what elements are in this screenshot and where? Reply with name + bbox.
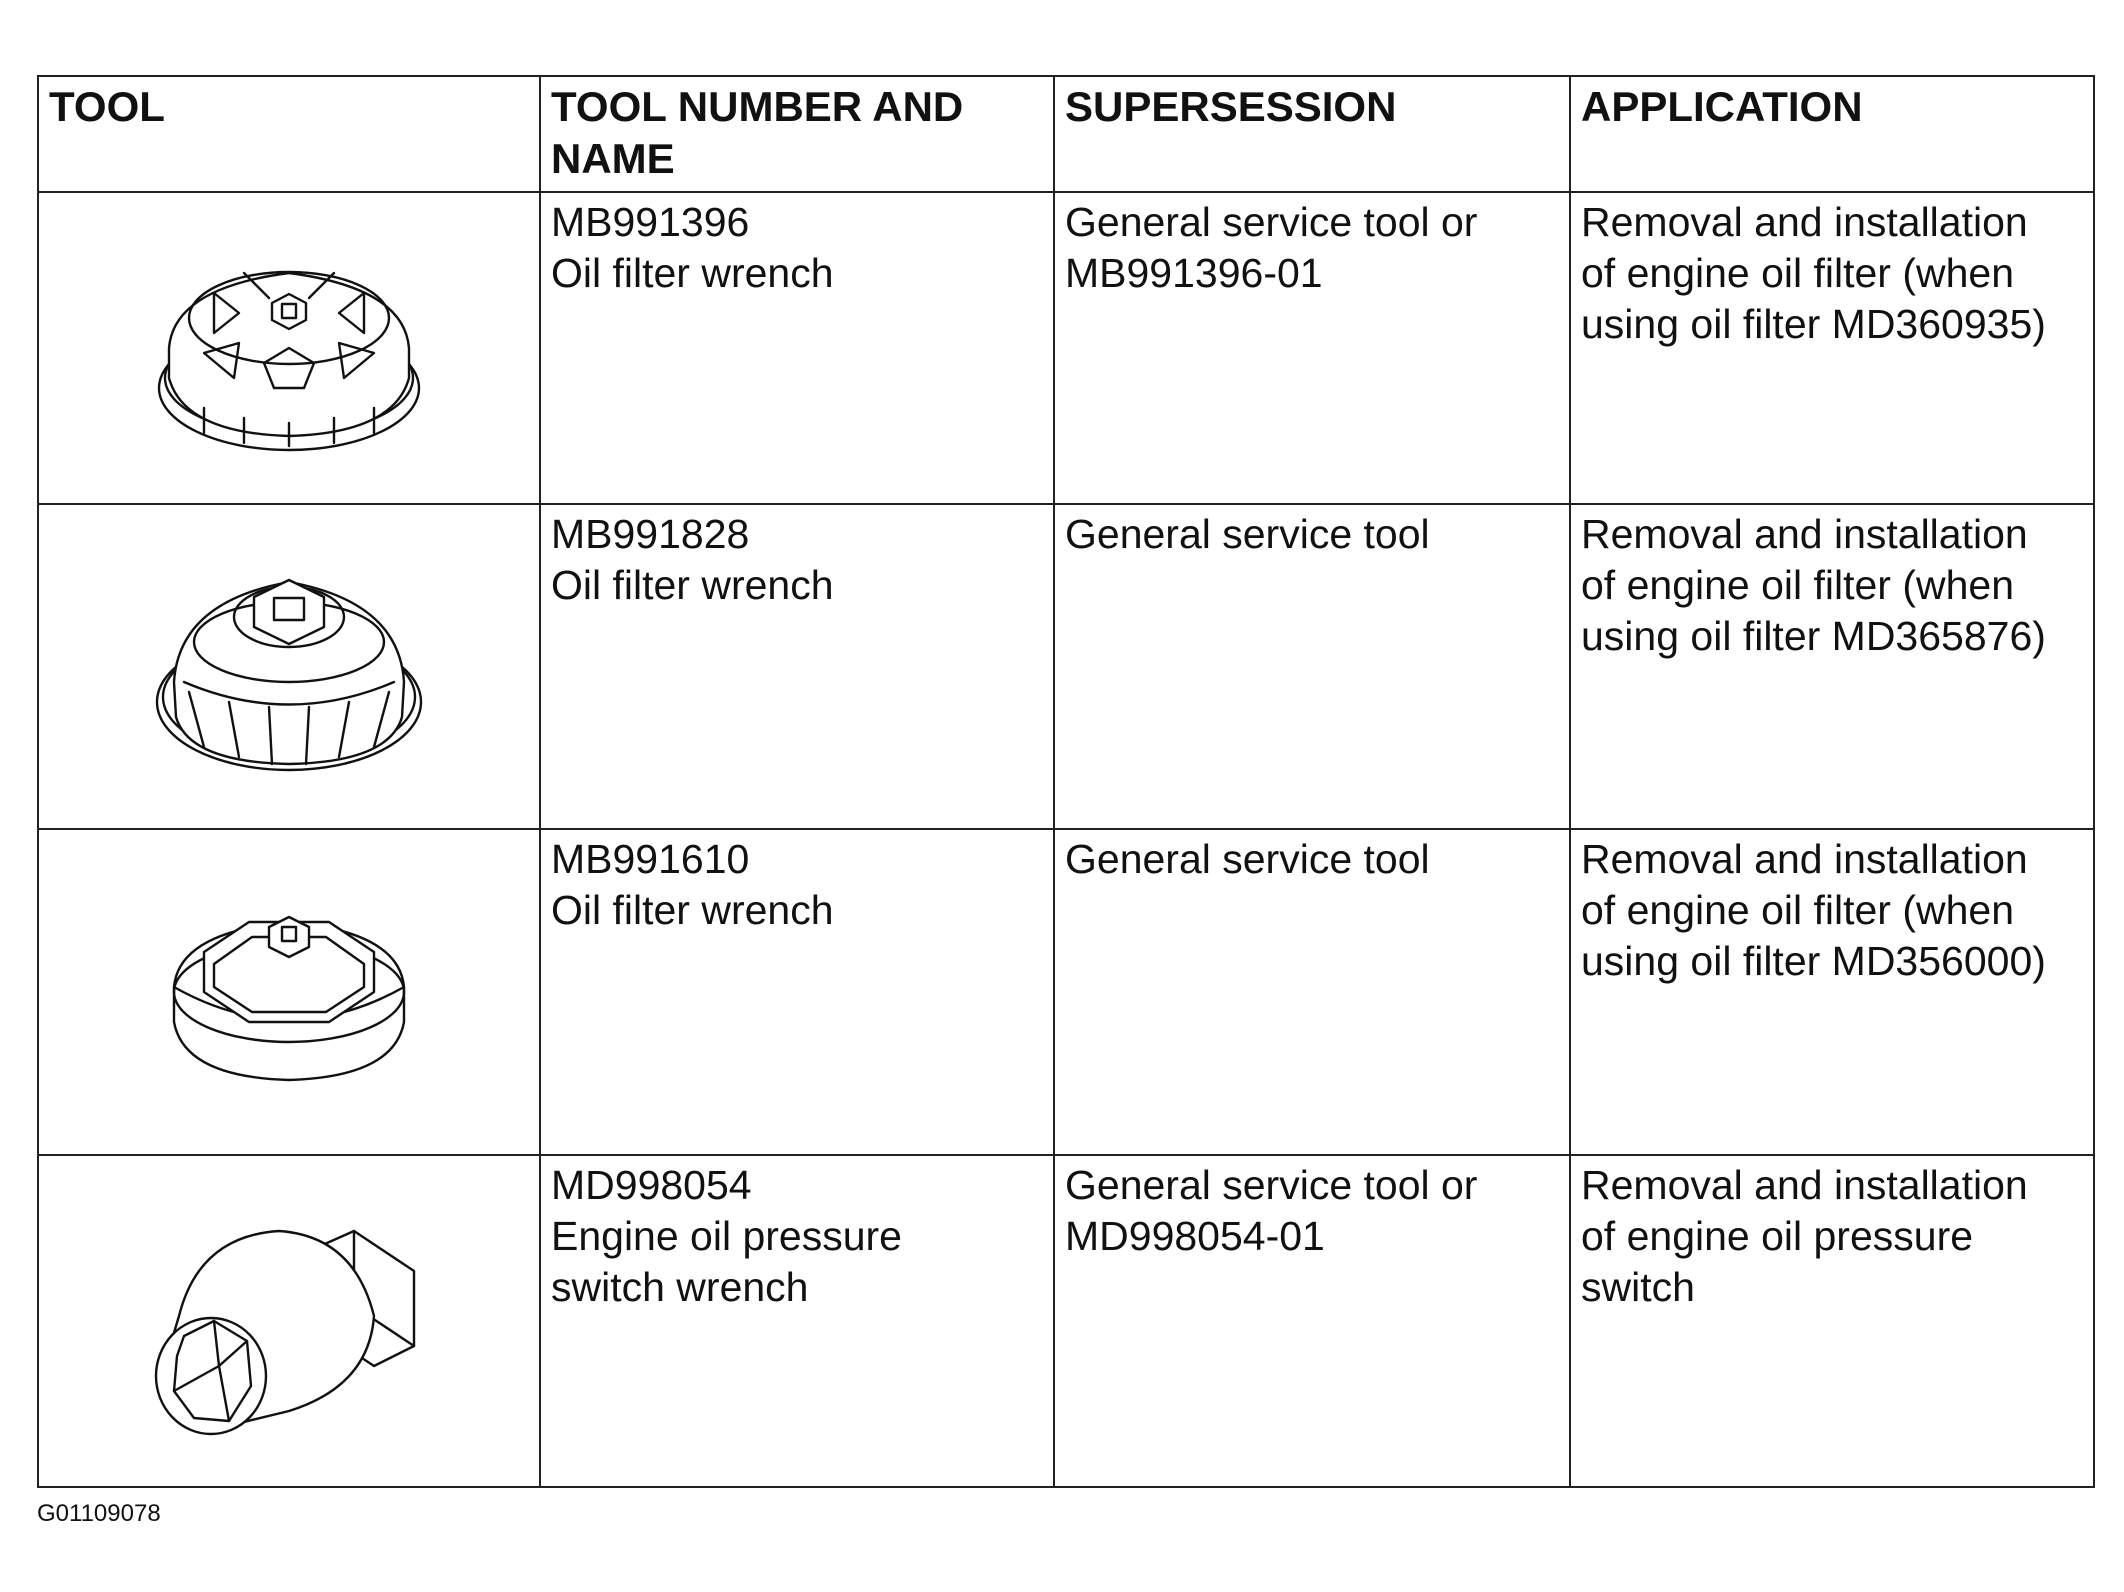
application-text: Removal and installation [1581, 511, 2028, 557]
application-text: of engine oil filter (when [1581, 887, 2015, 933]
oil-filter-wrench-strap-icon [154, 892, 424, 1092]
tool-number-and-name-cell [540, 192, 1054, 504]
application-cell [1570, 504, 2094, 829]
tool-name: Oil filter wrench [551, 562, 834, 608]
supersession-cell [1054, 192, 1570, 504]
table-row [38, 829, 2094, 1155]
supersession-text: General service tool [1065, 511, 1430, 557]
tool-number-and-name-cell [540, 829, 1054, 1155]
tool-number: MD998054 [551, 1162, 752, 1208]
supersession-cell [1054, 829, 1570, 1155]
special-tools-table [37, 75, 2095, 1488]
figure-id: G01109078 [37, 1500, 161, 1527]
supersession-text: MB991396-01 [1065, 250, 1323, 296]
supersession-text: General service tool or [1065, 199, 1478, 245]
header-tool-number-line2: NAME [551, 135, 675, 182]
tool-image-cell [38, 1155, 540, 1487]
application-cell [1570, 829, 2094, 1155]
application-text: using oil filter MD356000) [1581, 938, 2046, 984]
tool-name: Oil filter wrench [551, 887, 834, 933]
tool-number-and-name-cell [540, 1155, 1054, 1487]
application-text: Removal and installation [1581, 836, 2028, 882]
header-supersession: SUPERSESSION [1054, 76, 1570, 192]
table-header-row [38, 76, 2094, 192]
header-tool: TOOL [38, 76, 540, 192]
tool-number-and-name-cell [540, 504, 1054, 829]
application-text: of engine oil filter (when [1581, 562, 2015, 608]
application-text: using oil filter MD365876) [1581, 613, 2046, 659]
oil-filter-wrench-cap-icon [144, 218, 434, 478]
application-text: Removal and installation [1581, 1162, 2028, 1208]
application-text: using oil filter MD360935) [1581, 301, 2046, 347]
supersession-text: General service tool [1065, 836, 1430, 882]
tool-name: Engine oil pressure [551, 1213, 902, 1259]
application-cell [1570, 1155, 2094, 1487]
supersession-cell [1054, 504, 1570, 829]
tool-number: MB991610 [551, 836, 750, 882]
table-row [38, 1155, 2094, 1487]
tool-number: MB991828 [551, 511, 750, 557]
tool-image-cell [38, 504, 540, 829]
header-application: APPLICATION [1570, 76, 2094, 192]
supersession-cell [1054, 1155, 1570, 1487]
oil-pressure-switch-socket-icon [139, 1196, 439, 1446]
supersession-text: General service tool or [1065, 1162, 1478, 1208]
supersession-text: MD998054-01 [1065, 1213, 1325, 1259]
application-text: of engine oil pressure [1581, 1213, 1974, 1259]
application-text: switch [1581, 1264, 1695, 1310]
tool-number: MB991396 [551, 199, 750, 245]
header-tool-number-and-name [540, 76, 1054, 192]
application-text: of engine oil filter (when [1581, 250, 2015, 296]
oil-filter-wrench-hex-cup-icon [144, 542, 434, 792]
tool-name: Oil filter wrench [551, 250, 834, 296]
application-text: Removal and installation [1581, 199, 2028, 245]
table-row [38, 192, 2094, 504]
tool-image-cell [38, 829, 540, 1155]
tool-image-cell [38, 192, 540, 504]
table-row [38, 504, 2094, 829]
header-tool-number-line1: TOOL NUMBER AND [551, 83, 964, 130]
tool-name: switch wrench [551, 1264, 809, 1310]
application-cell [1570, 192, 2094, 504]
